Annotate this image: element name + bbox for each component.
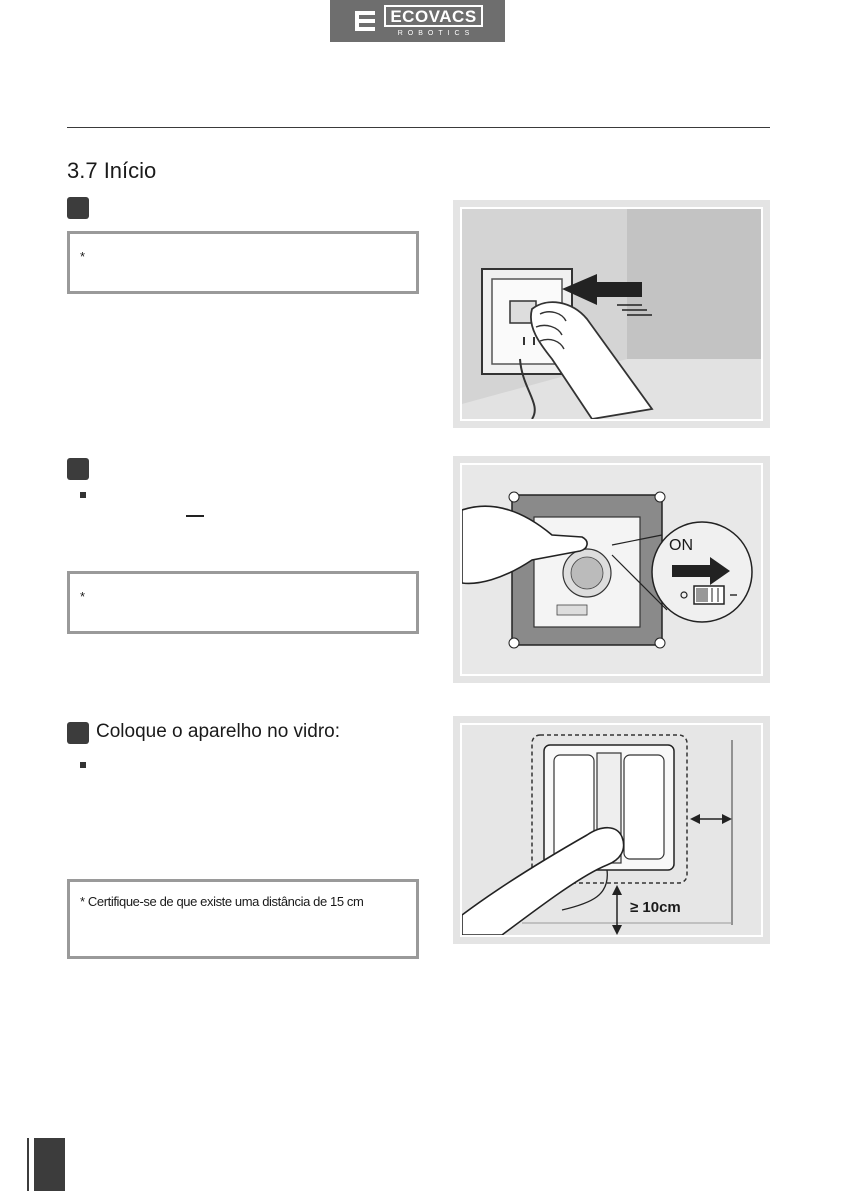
brand-tagline: ROBOTICS xyxy=(397,30,475,37)
step-2-note xyxy=(67,571,419,634)
step-1-note xyxy=(67,231,419,294)
step-2-bullet xyxy=(80,492,86,498)
step-3-note xyxy=(67,879,419,959)
step-1-note-text: * xyxy=(80,249,85,264)
power-switch-icon xyxy=(462,465,761,674)
plug-in-illustration xyxy=(460,207,763,421)
distance-label: ≥ 10cm xyxy=(630,899,681,916)
window-cleaner-icon xyxy=(462,725,761,935)
step-3-figure xyxy=(453,716,770,944)
step-2-note-text: * xyxy=(80,589,85,604)
section-title: 3.7 Início xyxy=(67,158,157,183)
step-3-marker xyxy=(67,722,89,744)
step-2-switch-symbol xyxy=(186,515,204,517)
step-3-note-text: * Certifique-se de que existe uma distância de 15 cm xyxy=(80,894,364,909)
switch-on-label: ON xyxy=(669,537,693,554)
ecovacs-logo xyxy=(330,0,505,42)
step-2-marker xyxy=(67,458,89,480)
step-3-bullet xyxy=(80,762,86,768)
step-2-figure xyxy=(453,456,770,683)
place-on-glass-illustration xyxy=(460,723,763,937)
header-divider xyxy=(67,127,770,128)
step-3-heading: Coloque o aparelho no vidro: xyxy=(96,721,341,742)
step-1-figure xyxy=(453,200,770,428)
brand-name: ECOVACS xyxy=(384,5,482,27)
page-tab xyxy=(34,1138,65,1191)
page-edge-line xyxy=(27,1138,29,1191)
step-1-marker xyxy=(67,197,89,219)
power-switch-illustration xyxy=(460,463,763,676)
power-plug-icon xyxy=(462,209,761,419)
ecovacs-mark-icon xyxy=(352,8,378,34)
